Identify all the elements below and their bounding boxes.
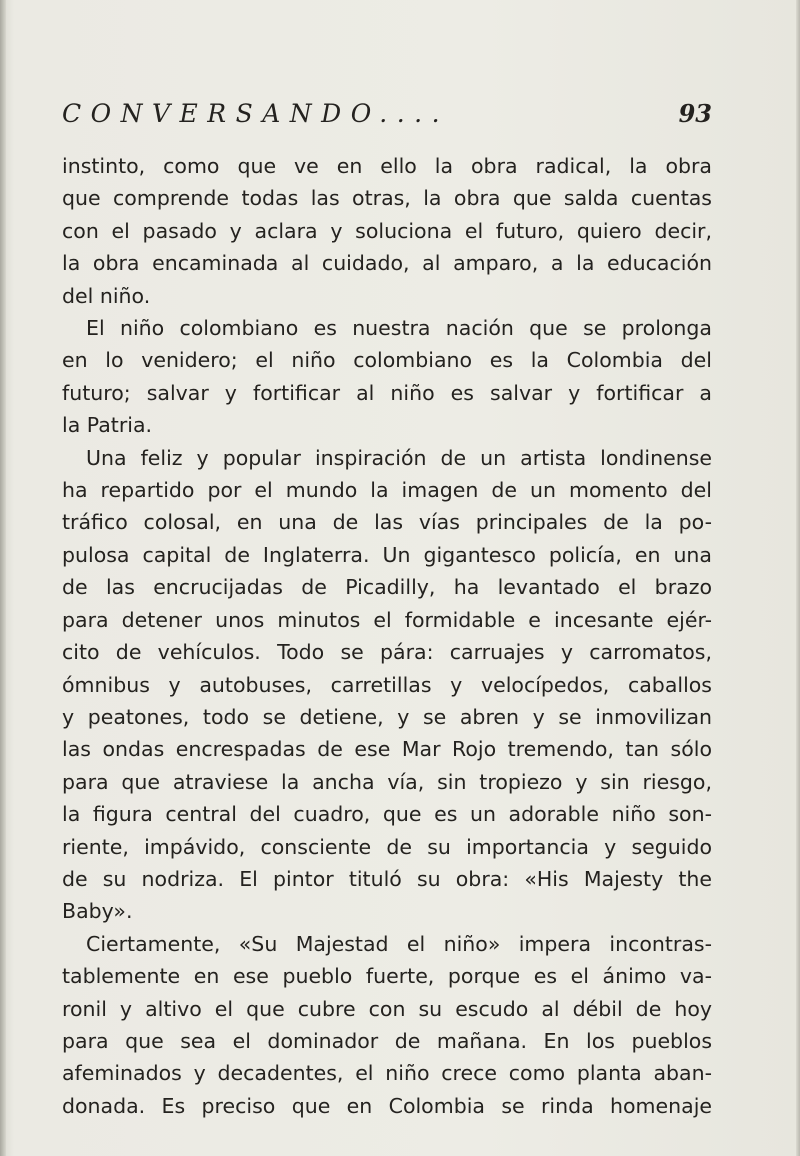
text-line: y peatones, todo se detiene, y se abren y se inmovilizan [62, 704, 712, 729]
text-line: del niño. [62, 283, 151, 308]
text-line: las ondas encrespadas de ese Mar Rojo tremendo, tan sólo [62, 737, 712, 762]
text-line: para detener unos minutos el formidable e incesante ejér- [62, 607, 712, 632]
page-left-edge [0, 0, 6, 1156]
page-right-edge [796, 0, 800, 1156]
running-head [62, 96, 712, 136]
text-line: ómnibus y autobuses, carretillas y velocípedos, caballos [62, 672, 712, 697]
text-line: tráfico colosal, en una de las vías principales de la po- [62, 510, 712, 535]
text-line: en lo venidero; el niño colombiano es la Colombia del [62, 348, 712, 373]
text-line: la Patria. [62, 413, 153, 438]
running-title: CONVERSANDO.... [62, 99, 450, 128]
text-line: donada. Es preciso que en Colombia se rinda homenaje [62, 1093, 712, 1118]
text-line: futuro; salvar y fortificar al niño es salvar y fortificar a [62, 380, 712, 405]
text-line: la obra encaminada al cuidado, al amparo, a la educación [62, 251, 712, 276]
text-line: con el pasado y aclara y soluciona el futuro, quiero decir, [62, 218, 712, 243]
text-line: de las encrucijadas de Picadilly, ha levantado el brazo [62, 575, 712, 600]
text-line: Baby». [62, 899, 133, 924]
text-line: pulosa capital de Inglaterra. Un gigantesco policía, en una [62, 542, 712, 567]
text-line: afeminados y decadentes, el niño crece como planta aban- [62, 1061, 712, 1086]
text-line: para que sea el dominador de mañana. En los pueblos [62, 1028, 712, 1053]
text-line: para que atraviese la ancha vía, sin tropiezo y sin riesgo, [62, 769, 712, 794]
text-line: ronil y altivo el que cubre con su escudo al débil de hoy [62, 996, 712, 1021]
body-text [62, 150, 712, 1122]
text-line: El niño colombiano es nuestra nación que se prolonga [86, 316, 712, 341]
text-line: ha repartido por el mundo la imagen de un momento del [62, 478, 712, 503]
text-line: instinto, como que ve en ello la obra radical, la obra [62, 154, 712, 178]
text-line: Ciertamente, «Su Majestad el niño» impera incontras- [86, 931, 712, 956]
text-line: tablemente en ese pueblo fuerte, porque es el ánimo va- [62, 964, 712, 989]
text-line: que comprende todas las otras, la obra que salda cuentas [62, 186, 712, 211]
page-number: 93 [678, 99, 712, 128]
text-line: riente, impávido, consciente de su importancia y seguido [62, 834, 712, 859]
text-line: de su nodriza. El pintor tituló su obra: «His Majesty the [62, 866, 712, 891]
text-line: Una feliz y popular inspiración de un artista londinense [86, 445, 712, 470]
text-line: cito de vehículos. Todo se pára: carruajes y carromatos, [62, 640, 712, 665]
text-line: la figura central del cuadro, que es un adorable niño son- [62, 802, 712, 827]
